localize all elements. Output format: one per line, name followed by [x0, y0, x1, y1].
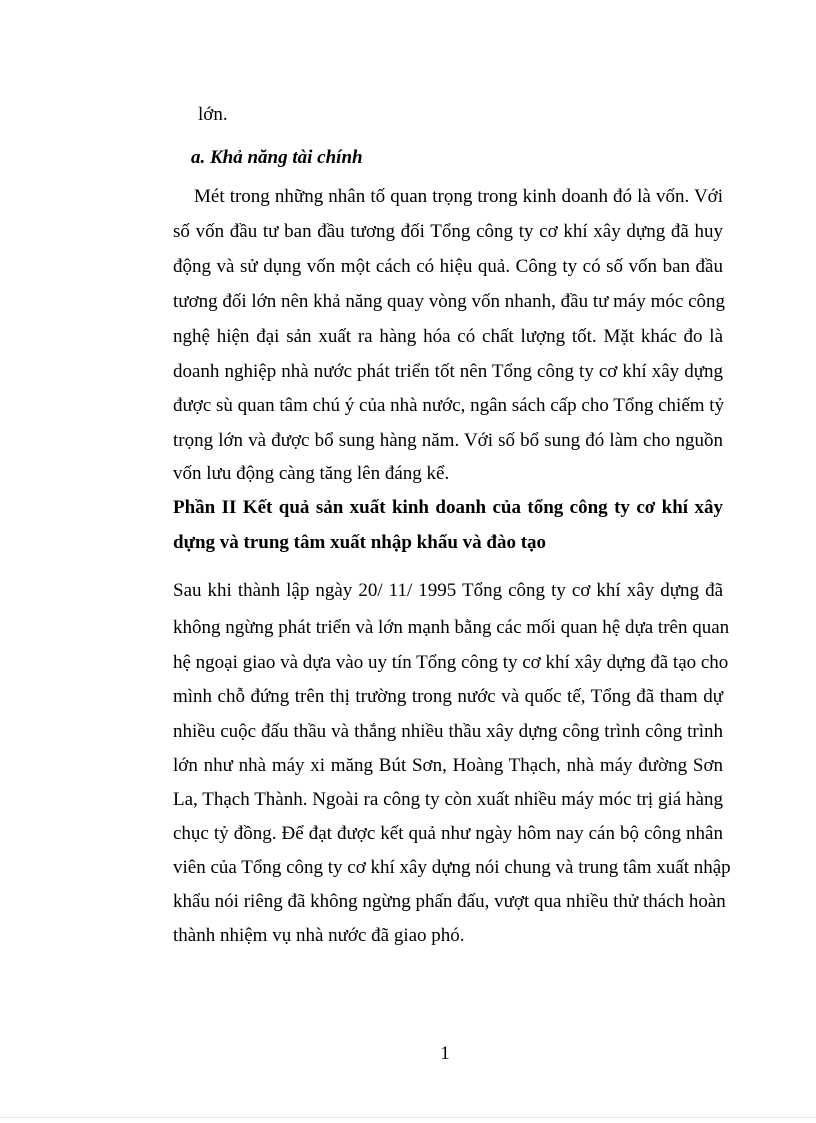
paragraph-line: mình chỗ đứng trên thị trường trong nước và quốc tế, Tổng đã tham dự — [173, 686, 723, 707]
paragraph-line: Mét trong những nhân tố quan trọng trong kinh doanh đó là vốn. Với — [194, 186, 723, 207]
paragraph-line: thành nhiệm vụ nhà nước đã giao phó. — [173, 925, 465, 946]
paragraph-line: lớn như nhà máy xi măng Bút Sơn, Hoàng Thạch, nhà máy đường Sơn — [173, 755, 723, 776]
paragraph-line: động và sử dụng vốn một cách có hiệu quả. Công ty có số vốn ban đầu — [173, 256, 723, 277]
paragraph-line: tương đối lớn nên khả năng quay vòng vốn nhanh, đầu tư máy móc công — [173, 291, 726, 312]
paragraph-line: viên của Tổng công ty cơ khí xây dựng nói chung và trung tâm xuất nhập — [173, 857, 731, 878]
paragraph-line: La, Thạch Thành. Ngoài ra công ty còn xuất nhiều máy móc trị giá hàng — [173, 789, 723, 810]
paragraph-line: không ngừng phát triển và lớn mạnh bằng các mối quan hệ dựa trên quan — [173, 617, 730, 638]
paragraph-line: số vốn đầu tư ban đầu tương đối Tổng công ty cơ khí xây dựng đã huy — [173, 221, 723, 242]
paragraph-line: hệ ngoại giao và dựa vào uy tín Tổng công ty cơ khí xây dựng đã tạo cho — [173, 652, 729, 673]
continuation-line: lớn. — [198, 104, 228, 125]
page-bottom-divider — [0, 1117, 816, 1118]
paragraph-line: nhiều cuộc đấu thầu và thắng nhiều thầu xây dựng công trình công trình — [173, 721, 723, 742]
paragraph-line: vốn lưu động càng tăng lên đáng kể. — [173, 463, 450, 484]
paragraph-line: trọng lớn và được bổ sung hàng năm. Với số bổ sung đó làm cho nguồn — [173, 430, 723, 451]
paragraph-line: nghệ hiện đại sản xuất ra hàng hóa có chất lượng tốt. Mặt khác đo là — [173, 326, 723, 347]
paragraph-line: Sau khi thành lập ngày 20/ 11/ 1995 Tổng công ty cơ khí xây dựng đã — [173, 580, 723, 601]
section-a-heading: a. Khả năng tài chính — [191, 147, 363, 168]
heading-line: Phần II Kết quả sản xuất kinh doanh của tổng công ty cơ khí xây — [173, 497, 723, 518]
heading-line: dựng và trung tâm xuất nhập khẩu và đào tạo — [173, 532, 547, 553]
paragraph-line: khẩu nói riêng đã không ngừng phấn đấu, vượt qua nhiều thử thách hoàn — [173, 891, 726, 912]
paragraph-line: doanh nghiệp nhà nước phát triển tốt nên Tổng công ty cơ khí xây dựng — [173, 361, 723, 382]
page-number: 1 — [440, 1043, 450, 1064]
paragraph-line: chục tỷ đồng. Để đạt được kết quả như ngày hôm nay cán bộ công nhân — [173, 823, 723, 844]
paragraph-line: được sù quan tâm chú ý của nhà nước, ngân sách cấp cho Tổng chiếm tỷ — [173, 395, 725, 416]
